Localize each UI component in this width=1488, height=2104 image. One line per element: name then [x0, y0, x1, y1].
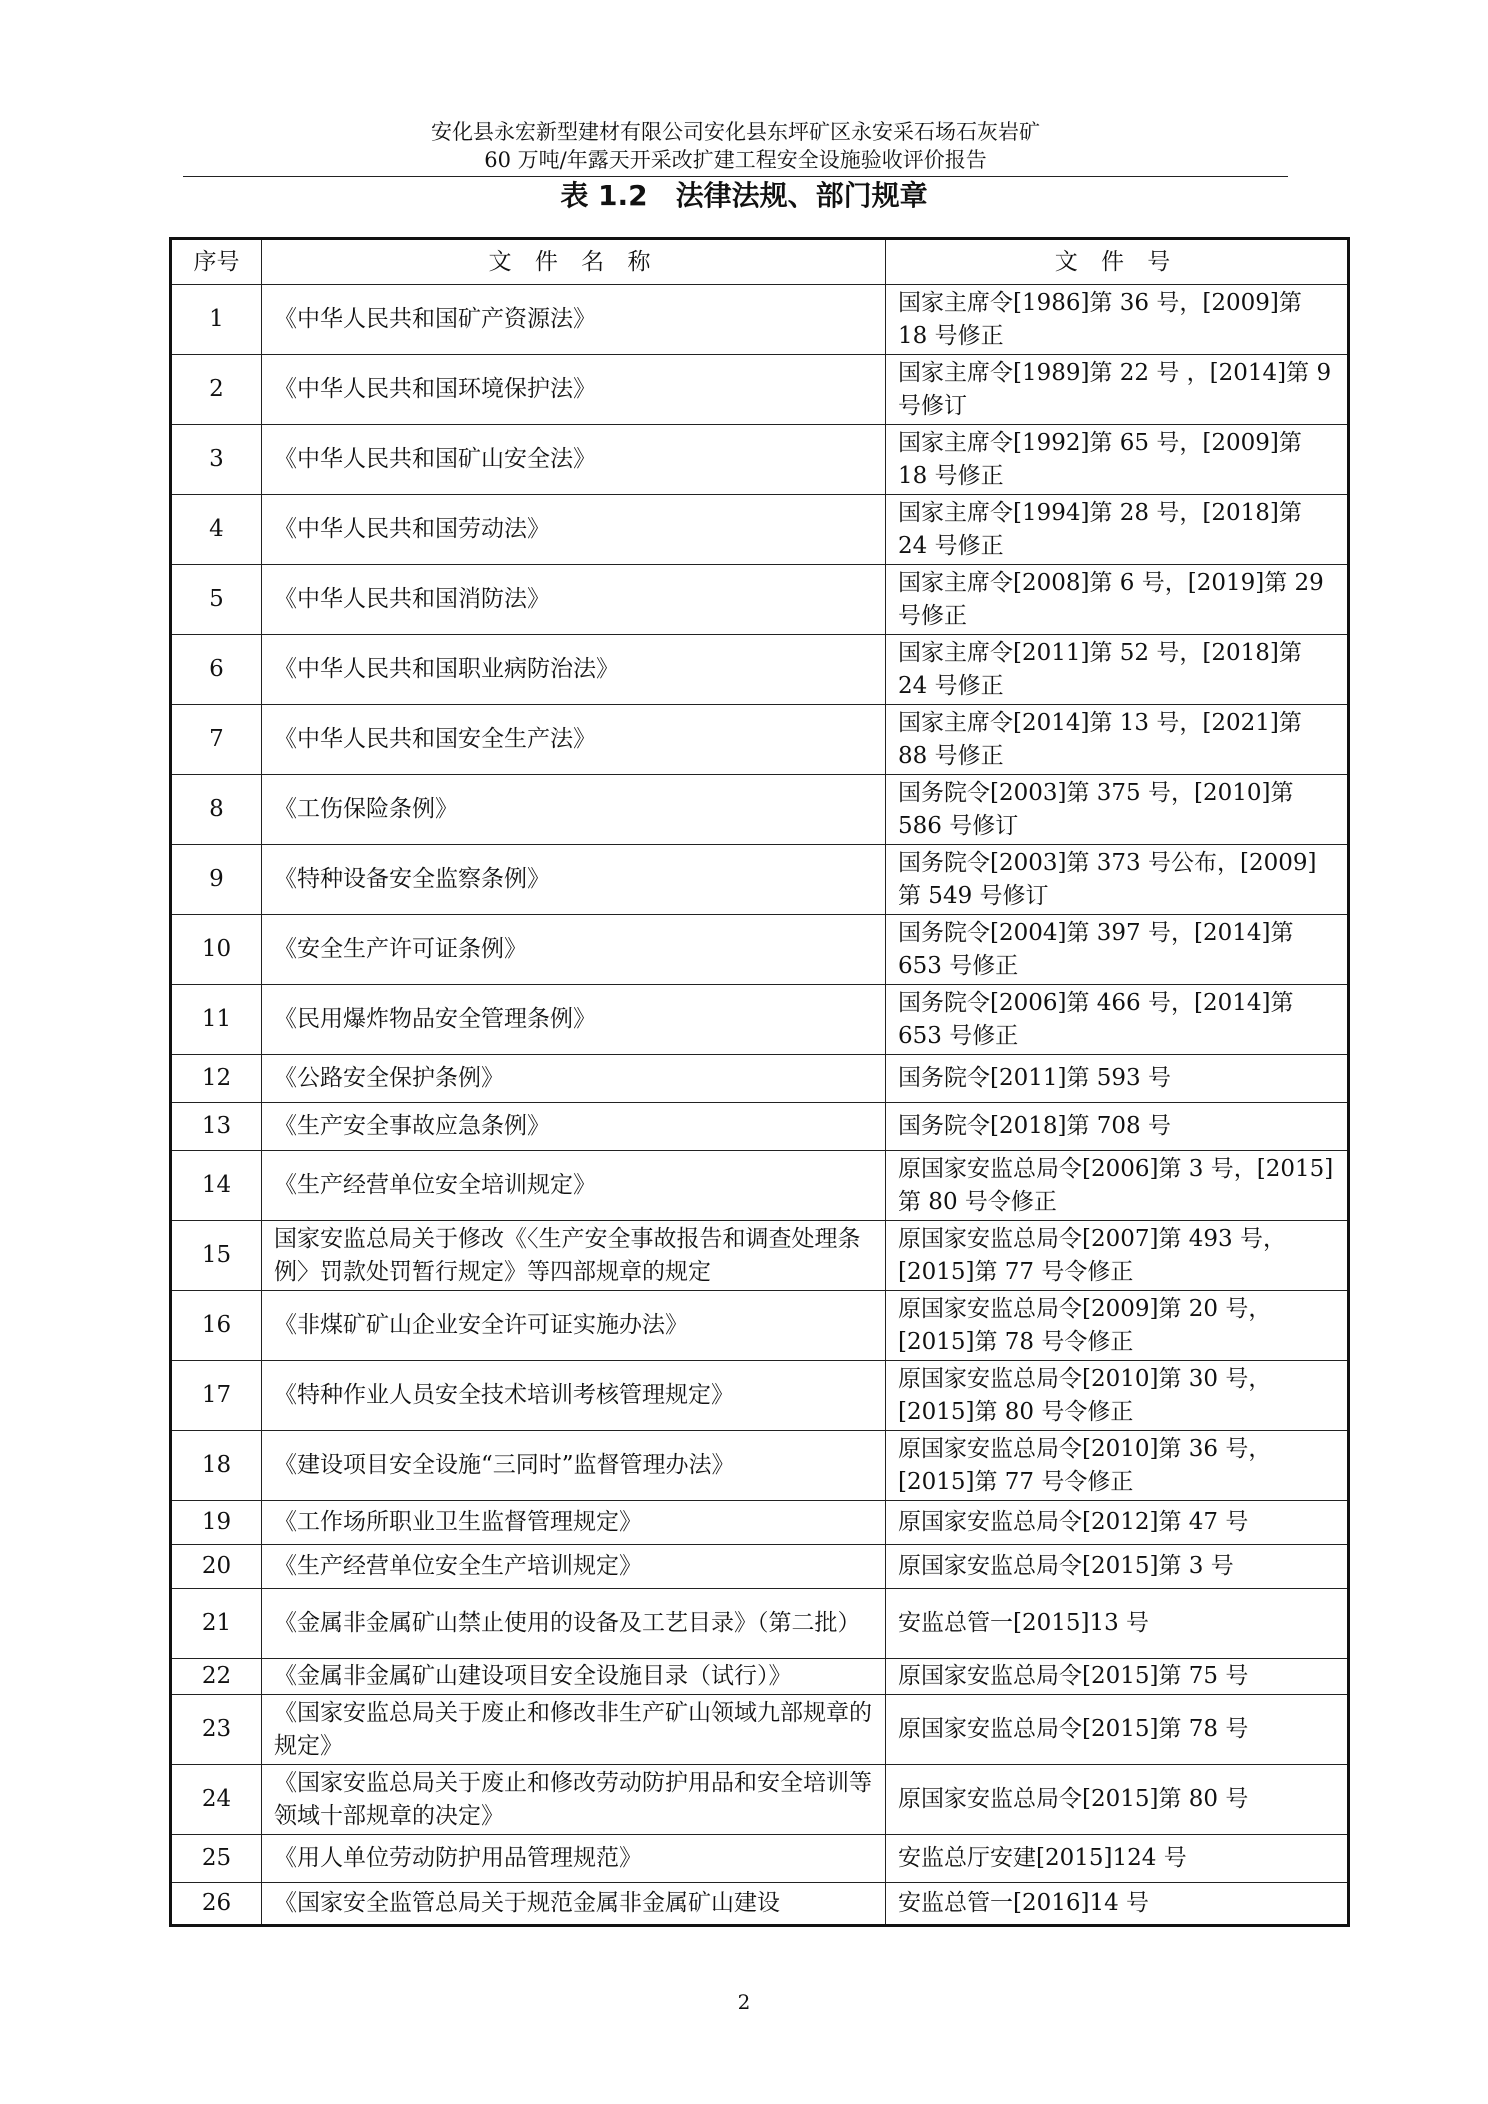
document-name: 《生产经营单位安全培训规定》 — [262, 1151, 886, 1221]
table-row — [171, 355, 1349, 425]
document-name: 《公路安全保护条例》 — [262, 1055, 886, 1103]
document-name: 《生产经营单位安全生产培训规定》 — [262, 1545, 886, 1589]
table-row — [171, 1765, 1349, 1835]
table-row — [171, 1291, 1349, 1361]
table-row — [171, 915, 1349, 985]
table-row — [171, 1695, 1349, 1765]
document-number: 国家主席令[1994]第 28 号，[2018]第 24 号修正 — [886, 495, 1349, 565]
document-name: 《工作场所职业卫生监督管理规定》 — [262, 1501, 886, 1545]
document-number: 原国家安监总局令[2010]第 36 号，[2015]第 77 号令修正 — [886, 1431, 1349, 1501]
document-name: 《国家安监总局关于废止和修改劳动防护用品和安全培训等领域十部规章的决定》 — [262, 1765, 886, 1835]
table-row — [171, 1589, 1349, 1659]
row-number: 13 — [171, 1103, 262, 1151]
row-number: 26 — [171, 1883, 262, 1926]
document-number: 国务院令[2003]第 375 号，[2010]第 586 号修订 — [886, 775, 1349, 845]
table-title: 表 1.2 法律法规、部门规章 — [560, 179, 928, 212]
column-header-code: 文 件 号 — [886, 239, 1349, 285]
row-number: 14 — [171, 1151, 262, 1221]
document-number: 原国家安监总局令[2015]第 75 号 — [886, 1659, 1349, 1695]
document-name: 《建设项目安全设施“三同时”监督管理办法》 — [262, 1431, 886, 1501]
row-number: 4 — [171, 495, 262, 565]
row-number: 1 — [171, 285, 262, 355]
row-number: 3 — [171, 425, 262, 495]
table-row — [171, 1361, 1349, 1431]
table-row — [171, 775, 1349, 845]
header-line-1: 安化县永宏新型建材有限公司安化县东坪矿区永安采石场石灰岩矿 — [431, 120, 1040, 144]
document-number: 国家主席令[2008]第 6 号，[2019]第 29 号修正 — [886, 565, 1349, 635]
row-number: 20 — [171, 1545, 262, 1589]
document-name: 《用人单位劳动防护用品管理规范》 — [262, 1835, 886, 1883]
row-number: 16 — [171, 1291, 262, 1361]
table-row — [171, 1501, 1349, 1545]
row-number: 8 — [171, 775, 262, 845]
row-number: 19 — [171, 1501, 262, 1545]
document-number: 原国家安监总局令[2015]第 80 号 — [886, 1765, 1349, 1835]
table-row — [171, 1659, 1349, 1695]
document-name: 《民用爆炸物品安全管理条例》 — [262, 985, 886, 1055]
row-number: 18 — [171, 1431, 262, 1501]
header-line-2: 60 万吨/年露天开采改扩建工程安全设施验收评价报告 — [484, 148, 987, 172]
document-number: 国家主席令[1992]第 65 号，[2009]第 18 号修正 — [886, 425, 1349, 495]
document-name: 《非煤矿矿山企业安全许可证实施办法》 — [262, 1291, 886, 1361]
document-number: 国务院令[2006]第 466 号，[2014]第 653 号修正 — [886, 985, 1349, 1055]
document-number: 安监总管一[2015]13 号 — [886, 1589, 1349, 1659]
document-number: 国务院令[2018]第 708 号 — [886, 1103, 1349, 1151]
table-row — [171, 1835, 1349, 1883]
document-name: 国家安监总局关于修改《〈生产安全事故报告和调查处理条例〉罚款处罚暂行规定》等四部规章的规定 — [262, 1221, 886, 1291]
document-name: 《生产安全事故应急条例》 — [262, 1103, 886, 1151]
document-name: 《中华人民共和国矿产资源法》 — [262, 285, 886, 355]
table-row — [171, 495, 1349, 565]
row-number: 23 — [171, 1695, 262, 1765]
document-name: 《国家安全监管总局关于规范金属非金属矿山建设 — [262, 1883, 886, 1926]
row-number: 5 — [171, 565, 262, 635]
document-name: 《金属非金属矿山建设项目安全设施目录（试行）》 — [262, 1659, 886, 1695]
table-row — [171, 1221, 1349, 1291]
document-name: 《中华人民共和国安全生产法》 — [262, 705, 886, 775]
document-number: 安监总厅安建[2015]124 号 — [886, 1835, 1349, 1883]
table-row — [171, 1103, 1349, 1151]
row-number: 22 — [171, 1659, 262, 1695]
table-row — [171, 1151, 1349, 1221]
document-name: 《中华人民共和国环境保护法》 — [262, 355, 886, 425]
document-name: 《安全生产许可证条例》 — [262, 915, 886, 985]
table-row — [171, 565, 1349, 635]
document-number: 国务院令[2011]第 593 号 — [886, 1055, 1349, 1103]
table-row — [171, 635, 1349, 705]
document-number: 国家主席令[1989]第 22 号 ，[2014]第 9 号修订 — [886, 355, 1349, 425]
document-number: 原国家安监总局令[2010]第 30 号，[2015]第 80 号令修正 — [886, 1361, 1349, 1431]
row-number: 2 — [171, 355, 262, 425]
document-number: 安监总管一[2016]14 号 — [886, 1883, 1349, 1926]
document-header — [183, 118, 1288, 174]
table-row — [171, 285, 1349, 355]
document-number: 国务院令[2003]第 373 号公布，[2009]第 549 号修订 — [886, 845, 1349, 915]
row-number: 15 — [171, 1221, 262, 1291]
row-number: 25 — [171, 1835, 262, 1883]
column-header-no: 序号 — [171, 239, 262, 285]
document-name: 《特种设备安全监察条例》 — [262, 845, 886, 915]
document-number: 原国家安监总局令[2006]第 3 号，[2015]第 80 号令修正 — [886, 1151, 1349, 1221]
table-row — [171, 1883, 1349, 1926]
document-number: 原国家安监总局令[2012]第 47 号 — [886, 1501, 1349, 1545]
document-number: 原国家安监总局令[2007]第 493 号，[2015]第 77 号令修正 — [886, 1221, 1349, 1291]
row-number: 7 — [171, 705, 262, 775]
document-name: 《工伤保险条例》 — [262, 775, 886, 845]
row-number: 24 — [171, 1765, 262, 1835]
regulations-table — [169, 237, 1350, 1927]
table-row — [171, 1545, 1349, 1589]
row-number: 9 — [171, 845, 262, 915]
document-name: 《中华人民共和国消防法》 — [262, 565, 886, 635]
document-name: 《中华人民共和国矿山安全法》 — [262, 425, 886, 495]
row-number: 12 — [171, 1055, 262, 1103]
row-number: 17 — [171, 1361, 262, 1431]
document-name: 《国家安监总局关于废止和修改非生产矿山领域九部规章的规定》 — [262, 1695, 886, 1765]
table-row — [171, 705, 1349, 775]
row-number: 11 — [171, 985, 262, 1055]
row-number: 10 — [171, 915, 262, 985]
document-number: 原国家安监总局令[2009]第 20 号，[2015]第 78 号令修正 — [886, 1291, 1349, 1361]
document-name: 《特种作业人员安全技术培训考核管理规定》 — [262, 1361, 886, 1431]
document-number: 原国家安监总局令[2015]第 78 号 — [886, 1695, 1349, 1765]
row-number: 21 — [171, 1589, 262, 1659]
document-name: 《中华人民共和国劳动法》 — [262, 495, 886, 565]
document-name: 《中华人民共和国职业病防治法》 — [262, 635, 886, 705]
header-divider — [183, 176, 1288, 177]
table-row — [171, 1055, 1349, 1103]
table-row — [171, 1431, 1349, 1501]
table-row — [171, 845, 1349, 915]
document-number: 国家主席令[2014]第 13 号，[2021]第 88 号修正 — [886, 705, 1349, 775]
table-row — [171, 425, 1349, 495]
row-number: 6 — [171, 635, 262, 705]
document-name: 《金属非金属矿山禁止使用的设备及工艺目录》（第二批） — [262, 1589, 886, 1659]
table-header-row — [171, 239, 1349, 285]
page-number: 2 — [737, 1990, 751, 2014]
document-number: 国家主席令[2011]第 52 号，[2018]第 24 号修正 — [886, 635, 1349, 705]
document-number: 国家主席令[1986]第 36 号，[2009]第 18 号修正 — [886, 285, 1349, 355]
table-row — [171, 985, 1349, 1055]
document-number: 原国家安监总局令[2015]第 3 号 — [886, 1545, 1349, 1589]
column-header-name: 文 件 名 称 — [262, 239, 886, 285]
document-number: 国务院令[2004]第 397 号，[2014]第 653 号修正 — [886, 915, 1349, 985]
